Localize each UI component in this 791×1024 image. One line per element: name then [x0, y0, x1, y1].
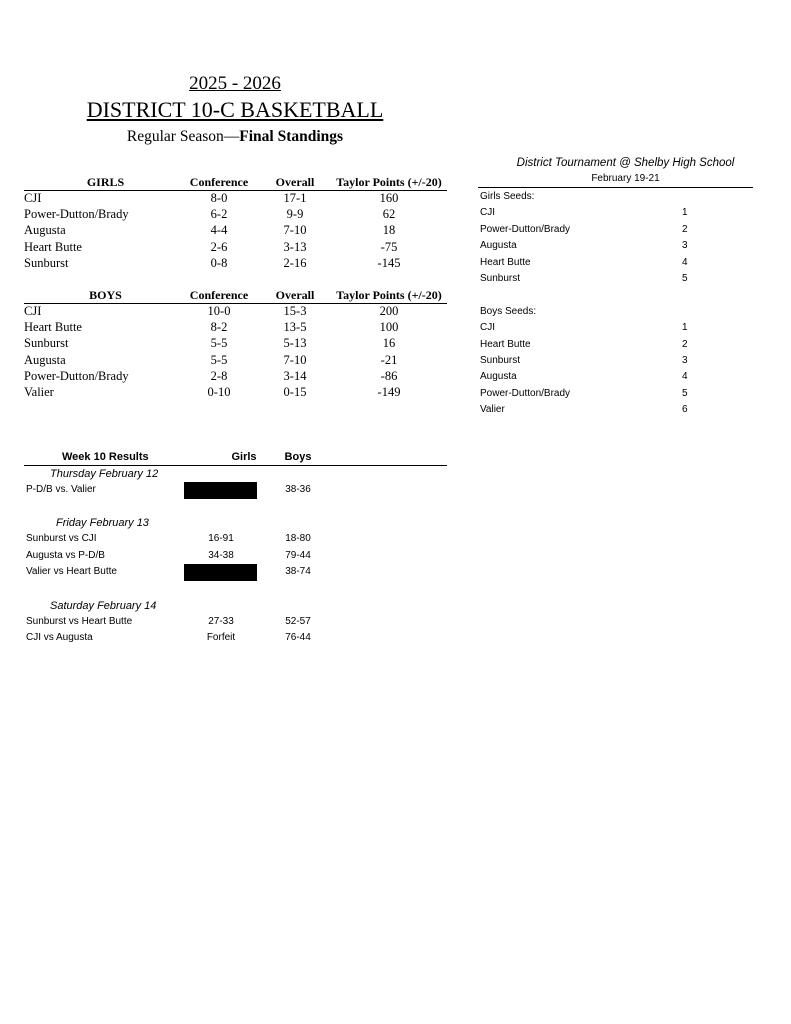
conference-record: 5-5 [210, 336, 228, 351]
seed-team: Heart Butte [480, 338, 531, 350]
game-matchup: P-D/B vs. Valier [26, 484, 96, 495]
conference-record: 0-8 [210, 255, 228, 270]
seed-number: 3 [682, 240, 688, 252]
taylor-points: 160 [379, 191, 399, 205]
boys-col-conference: Conference [189, 288, 249, 302]
game-row [24, 630, 447, 647]
game-matchup: CJI vs Augusta [26, 632, 93, 644]
girls-score: Forfeit [206, 632, 236, 644]
boys-standing-row [24, 336, 447, 352]
boys-score: 38-74 [285, 566, 311, 578]
conference-record: 8-0 [210, 191, 228, 205]
seed-row [478, 386, 753, 402]
seed-row [478, 369, 753, 385]
conference-record: 0-10 [207, 384, 231, 399]
seed-team: Valier [480, 404, 505, 416]
overall-record: 7-10 [283, 223, 307, 238]
week-label: Week 10 Results [62, 451, 149, 463]
game-row [24, 531, 447, 548]
team-name: Augusta [24, 223, 66, 238]
boys-standing-row [24, 353, 447, 369]
game-day-heading: Saturday February 14 [50, 599, 157, 612]
taylor-points: -75 [380, 239, 398, 254]
overall-record: 13-5 [283, 320, 307, 335]
game-row [24, 614, 447, 631]
girls-score: 27-33 [208, 615, 234, 627]
seed-team: Power-Dutton/Brady [480, 387, 571, 399]
team-name: Heart Butte [24, 320, 82, 335]
taylor-points: 16 [382, 336, 396, 351]
game-day-heading: Thursday February 12 [50, 468, 159, 480]
taylor-points: -149 [377, 384, 401, 399]
boys-standings-table [24, 288, 447, 401]
subtitle-bold: Final Standings [239, 128, 344, 145]
girls-col-conference: Conference [189, 175, 249, 189]
team-name: Augusta [24, 352, 66, 367]
seed-number: 1 [682, 322, 688, 334]
team-name: CJI [24, 304, 42, 318]
seed-row [478, 337, 753, 353]
girls-col-overall: Overall [275, 175, 315, 189]
tournament-dates: February 19-21 [478, 173, 753, 188]
taylor-points: -21 [380, 352, 398, 367]
conference-record: 2-8 [210, 368, 228, 383]
week-col-girls: Girls [231, 451, 257, 463]
page-subtitle [0, 126, 470, 148]
boys-score: 52-57 [285, 615, 311, 627]
seed-team: Augusta [480, 371, 517, 383]
girls-standings-table [24, 175, 447, 272]
team-name: Sunburst [24, 255, 69, 270]
team-name: Heart Butte [24, 239, 82, 254]
taylor-points: 200 [379, 304, 399, 318]
boys-standing-row [24, 320, 447, 336]
boys-score: 18-80 [285, 533, 311, 545]
boys-standing-row [24, 385, 447, 401]
redacted-score-box [184, 564, 257, 581]
conference-record: 8-2 [210, 320, 228, 335]
tournament-panel [478, 157, 753, 418]
seed-row [478, 402, 753, 418]
seed-team: CJI [480, 207, 495, 219]
seed-row [478, 353, 753, 369]
conference-record: 2-6 [210, 239, 228, 254]
seed-row [478, 255, 753, 271]
seed-number: 2 [682, 338, 688, 350]
girls-col-taylor: Taylor Points (+/-20) [336, 175, 442, 189]
girls-score: 34-38 [208, 549, 234, 561]
boys-label: BOYS [89, 288, 122, 302]
document-header [0, 72, 470, 148]
week-results [24, 451, 447, 647]
game-matchup: Sunburst vs Heart Butte [26, 615, 133, 627]
seed-number: 6 [682, 404, 688, 416]
boys-header-row [24, 288, 447, 304]
overall-record: 17-1 [283, 191, 307, 205]
seed-row [478, 271, 753, 287]
game-day-heading: Friday February 13 [56, 517, 149, 530]
girls-standing-row [24, 240, 447, 256]
overall-record: 7-10 [283, 352, 307, 367]
taylor-points: -86 [380, 368, 398, 383]
subtitle-plain: Regular Season— [126, 128, 240, 145]
seed-team: CJI [480, 322, 495, 334]
girls-header-row [24, 175, 447, 191]
boys-score: 79-44 [285, 549, 311, 561]
seed-number: 1 [682, 207, 688, 219]
seed-number: 4 [682, 256, 688, 268]
seed-team: Augusta [480, 240, 517, 252]
game-row [24, 548, 447, 565]
girls-label: GIRLS [86, 175, 125, 189]
boys-score: 38-36 [285, 484, 311, 495]
conference-record: 6-2 [210, 207, 228, 222]
game-matchup: Sunburst vs CJI [26, 533, 97, 545]
taylor-points: 62 [382, 207, 396, 222]
seed-team: Power-Dutton/Brady [480, 223, 571, 235]
overall-record: 0-15 [283, 384, 307, 399]
overall-record: 2-16 [283, 255, 307, 270]
seed-row [478, 222, 753, 238]
boys-standing-row [24, 304, 447, 320]
seed-number: 2 [682, 223, 688, 235]
season-years: 2025 - 2026 [189, 73, 281, 94]
girls-seeds-label: Girls Seeds: [480, 191, 535, 202]
team-name: Sunburst [24, 336, 69, 351]
game-row [24, 482, 447, 499]
team-name: CJI [24, 191, 42, 205]
week-header-row [24, 451, 447, 466]
seed-number: 4 [682, 371, 688, 383]
seed-number: 5 [682, 387, 688, 399]
overall-record: 3-14 [283, 368, 307, 383]
page-title: DISTRICT 10-C BASKETBALL [86, 97, 384, 122]
seed-team: Sunburst [480, 354, 521, 366]
boys-col-taylor: Taylor Points (+/-20) [336, 288, 442, 302]
conference-record: 4-4 [210, 223, 228, 238]
week-col-boys: Boys [284, 451, 312, 463]
girls-standing-row [24, 191, 447, 207]
boys-standing-row [24, 369, 447, 385]
overall-record: 5-13 [283, 336, 307, 351]
girls-standing-row [24, 207, 447, 223]
redacted-score-box [184, 482, 257, 499]
boys-score: 76-44 [285, 632, 311, 644]
conference-record: 5-5 [210, 352, 228, 367]
team-name: Valier [24, 384, 54, 399]
girls-score: 16-91 [208, 533, 234, 545]
game-matchup: Augusta vs P-D/B [26, 549, 105, 561]
seed-team: Sunburst [480, 272, 521, 284]
team-name: Power-Dutton/Brady [24, 368, 129, 383]
taylor-points: 18 [382, 223, 396, 238]
seed-number: 5 [682, 272, 688, 284]
taylor-points: 100 [379, 320, 399, 335]
taylor-points: -145 [377, 255, 401, 270]
seed-row [478, 205, 753, 221]
conference-record: 10-0 [207, 304, 231, 318]
game-row [24, 564, 447, 581]
team-name: Power-Dutton/Brady [24, 207, 129, 222]
girls-standing-row [24, 256, 447, 272]
overall-record: 15-3 [283, 304, 307, 318]
overall-record: 9-9 [286, 207, 304, 222]
girls-standing-row [24, 223, 447, 239]
tournament-title: District Tournament @ Shelby High School [516, 157, 735, 169]
overall-record: 3-13 [283, 239, 307, 254]
seed-number: 3 [682, 354, 688, 366]
game-matchup: Valier vs Heart Butte [26, 566, 117, 578]
seed-row [478, 238, 753, 254]
boys-col-overall: Overall [275, 288, 315, 302]
boys-seeds-label: Boys Seeds: [480, 305, 537, 317]
seed-row [478, 320, 753, 336]
seed-team: Heart Butte [480, 256, 531, 268]
